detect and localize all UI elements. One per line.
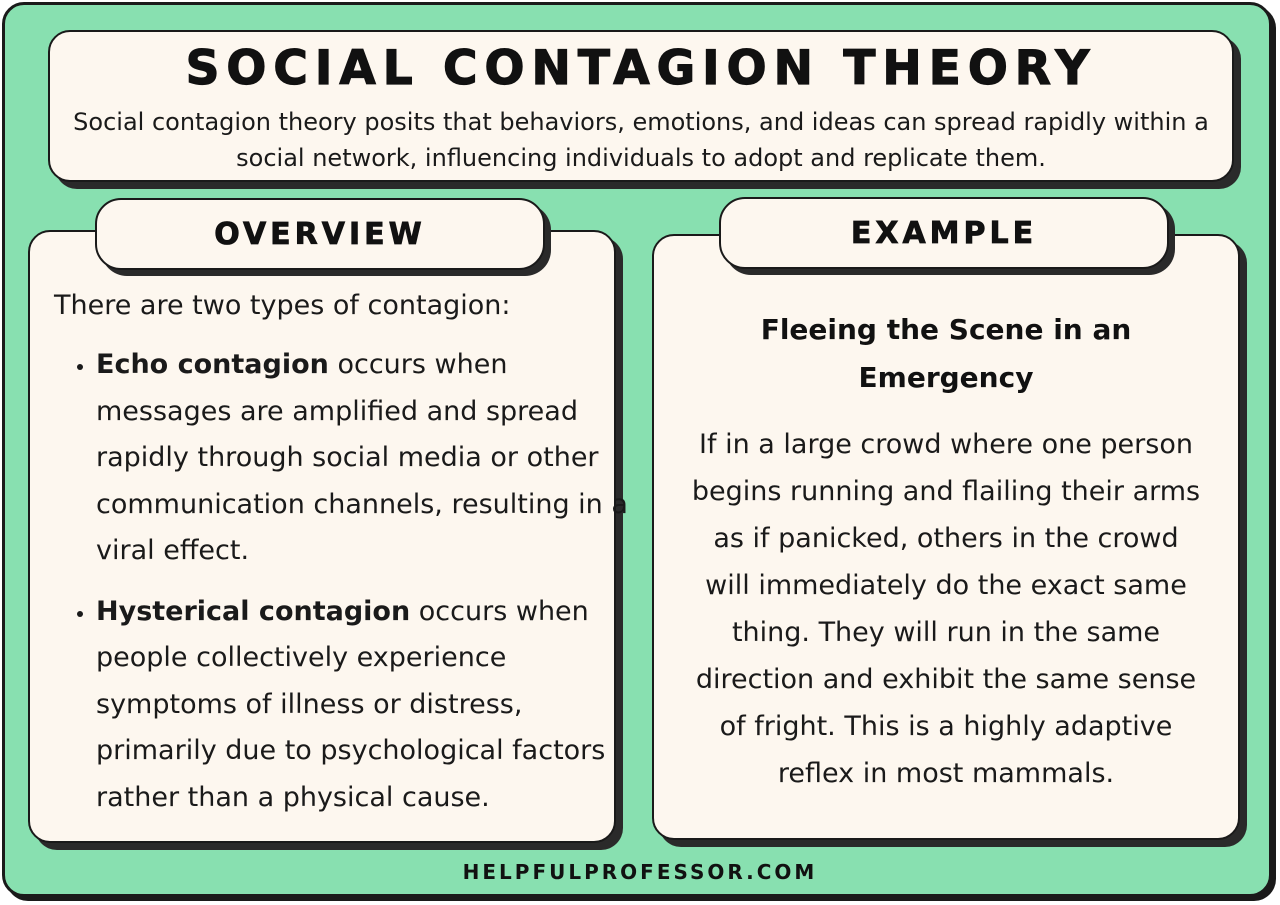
list-item — [96, 342, 636, 575]
page-title: SOCIAL CONTAGION THEORY — [185, 41, 1097, 96]
footer-site-label: HELPFULPROFESSOR.COM — [462, 860, 818, 884]
example-heading: EXAMPLE — [719, 197, 1169, 269]
contagion-types-list — [70, 342, 636, 835]
term-echo-contagion: Echo contagion — [96, 349, 329, 380]
example-body: If in a large crowd where one person begins running and flailing their arms as if panicked, others in the crowd will immediately do the exact same thing. They will run in the same direction and exhibit the same sense of fright. This is a highly adaptive reflex in most mammals. — [691, 429, 1201, 789]
term-hysterical-contagion: Hysterical contagion — [96, 595, 411, 627]
title-card — [48, 30, 1234, 182]
description-hysterical-contagion: occurs when people collectively experience symptoms of illness or distress, primarily due to psychological factors rather than a physical cause. — [96, 595, 606, 813]
overview-intro: There are two types of contagion: — [54, 290, 511, 321]
example-title: Fleeing the Scene in an Emergency — [760, 313, 1132, 394]
subtitle: Social contagion theory posits that behaviors, emotions, and ideas can spread rapidly within a social network, influencing individuals to adopt and replicate them. — [73, 108, 1209, 172]
list-item — [96, 589, 636, 822]
example-panel — [652, 234, 1240, 840]
description-echo-contagion: occurs when messages are amplified and spread rapidly through social media or other communication channels, resulting in a viral effect. — [96, 349, 628, 566]
overview-heading: OVERVIEW — [95, 198, 545, 270]
overview-panel — [28, 230, 628, 843]
